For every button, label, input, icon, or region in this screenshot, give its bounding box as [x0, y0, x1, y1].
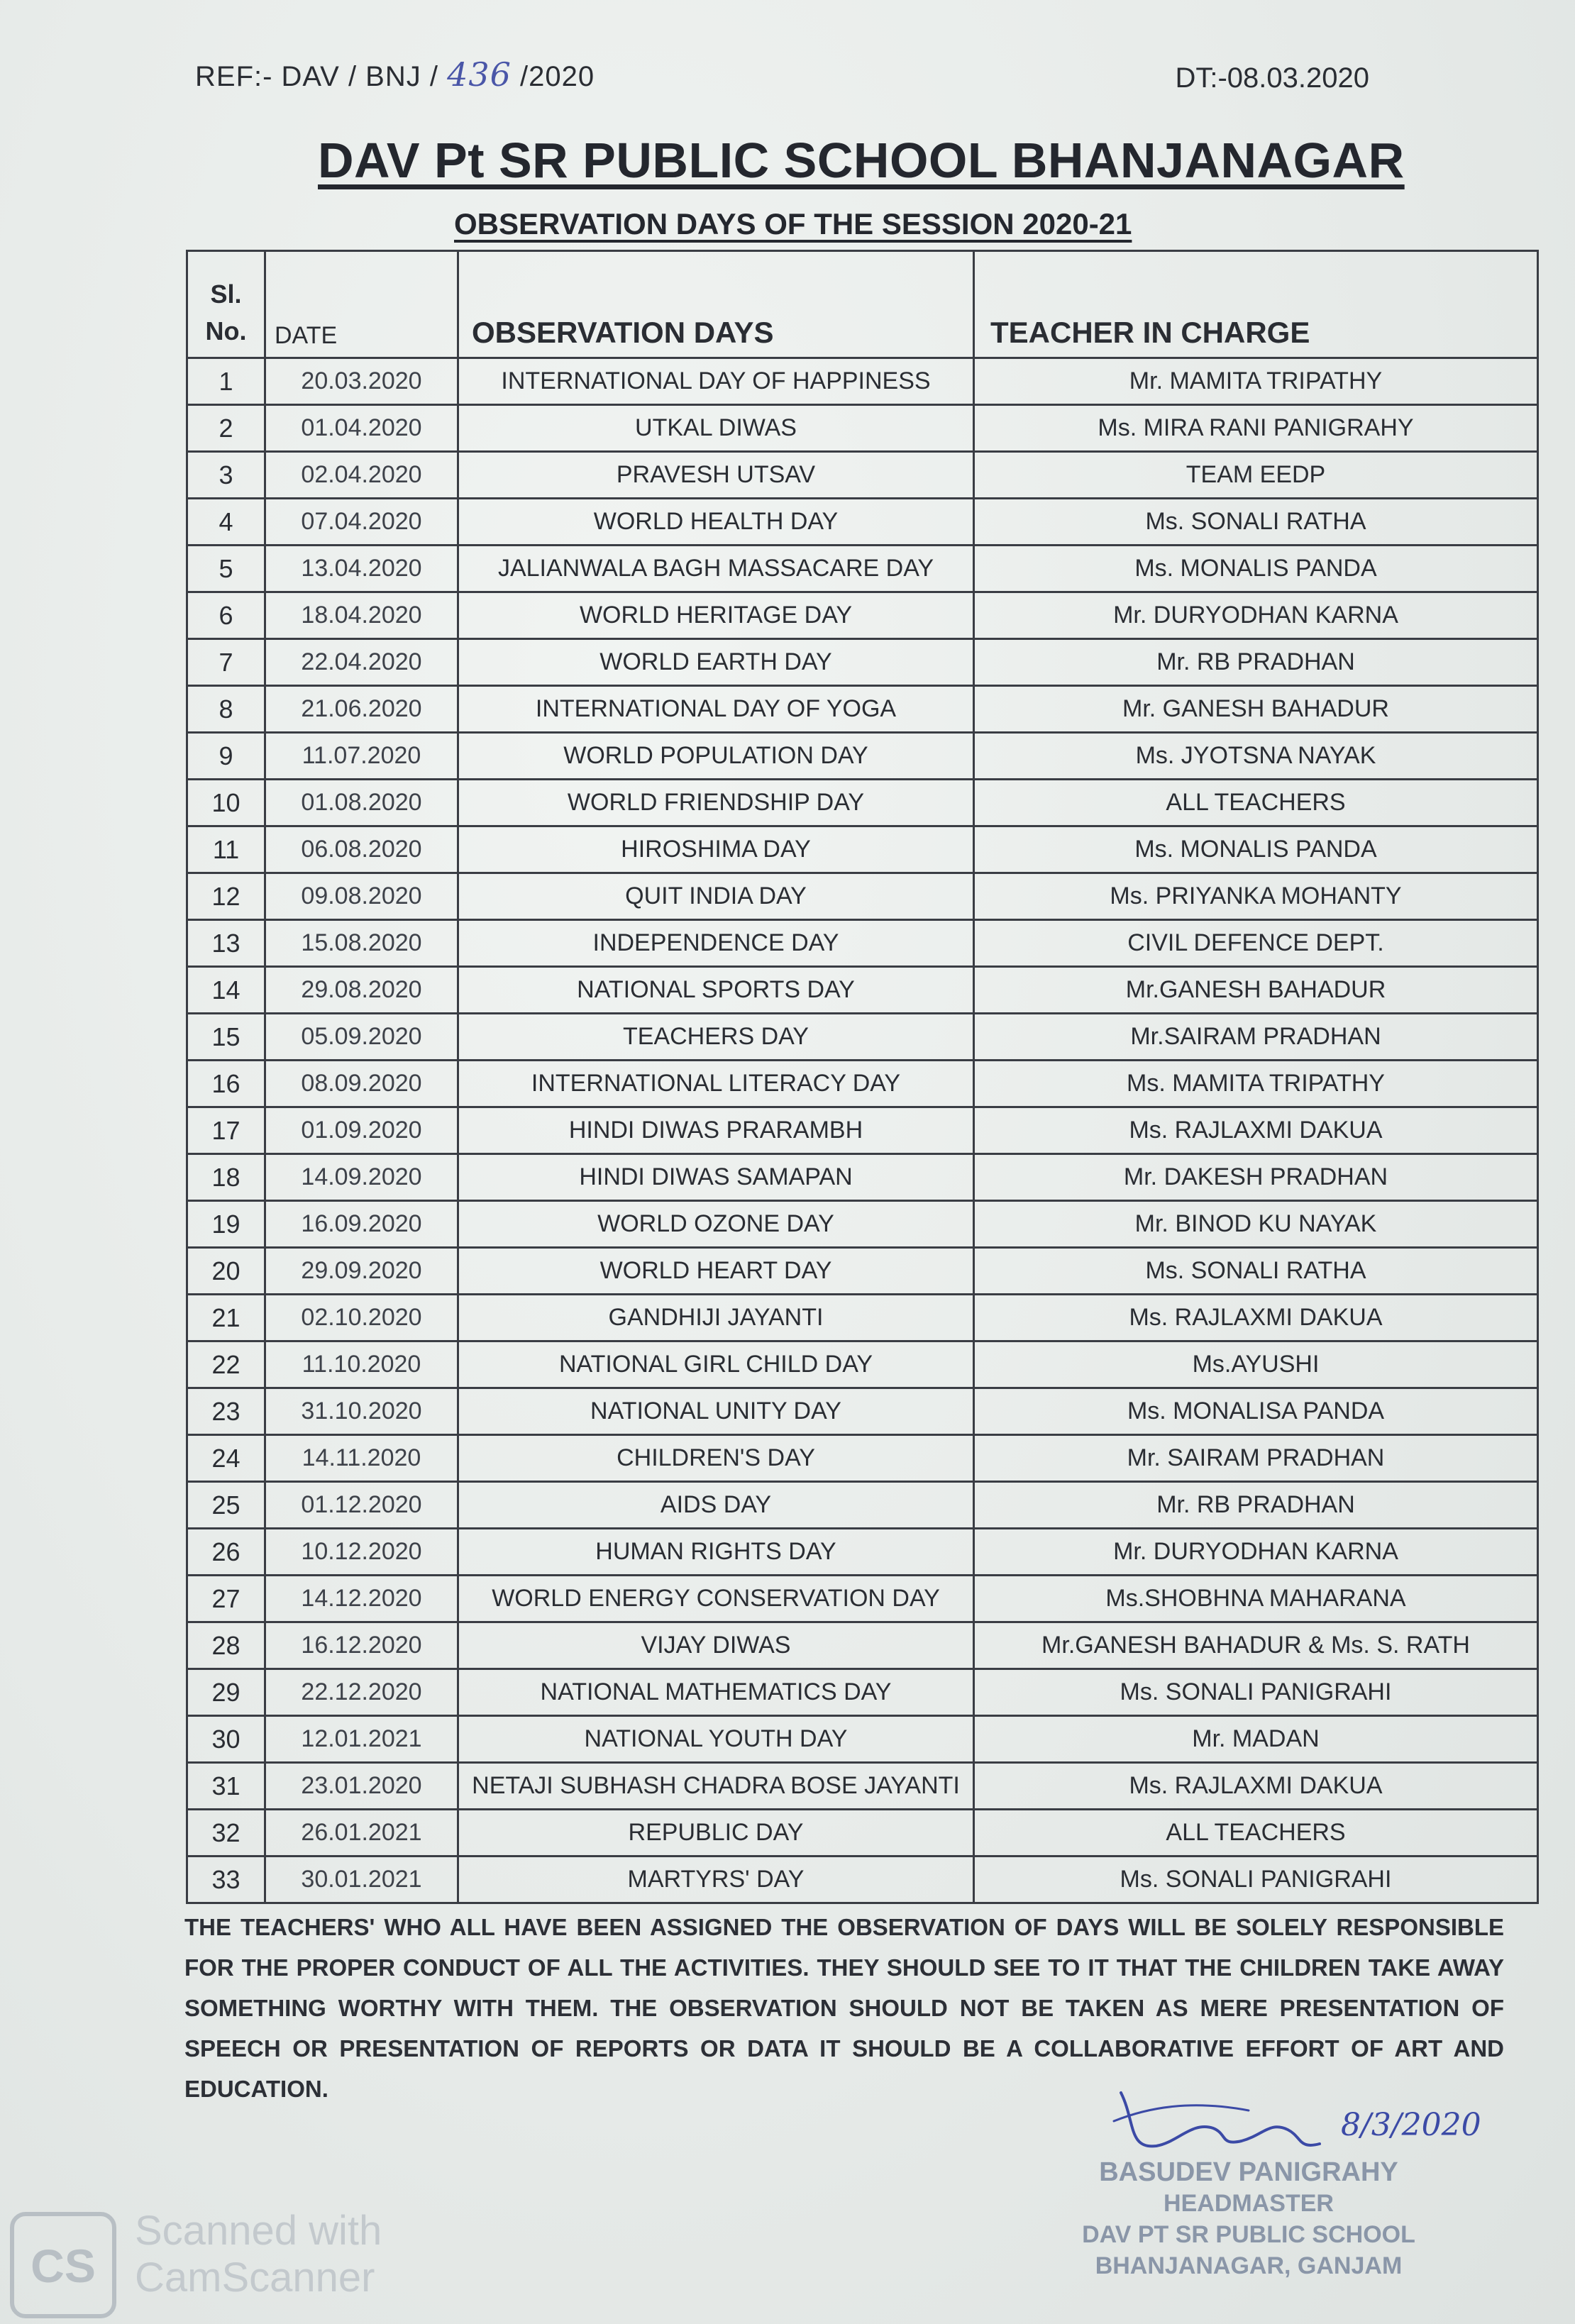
row-observation: VIJAY DIWAS [458, 1622, 974, 1669]
camscanner-logo: CS [10, 2212, 116, 2318]
row-teacher: Mr. SAIRAM PRADHAN [974, 1435, 1538, 1482]
row-teacher: Mr. DAKESH PRADHAN [974, 1154, 1538, 1201]
ref-handwritten-number: 436 [447, 55, 512, 94]
table-row [187, 405, 1538, 452]
row-date: 21.06.2020 [265, 686, 458, 733]
row-teacher: Ms. SONALI PANIGRAHI [974, 1669, 1538, 1716]
row-sl-no: 9 [187, 733, 265, 780]
row-teacher: Ms. RAJLAXMI DAKUA [974, 1295, 1538, 1341]
table-row [187, 592, 1538, 639]
row-teacher: TEAM EEDP [974, 452, 1538, 499]
row-sl-no: 31 [187, 1763, 265, 1810]
header-observation-days: OBSERVATION DAYS [458, 251, 974, 358]
row-sl-no: 15 [187, 1014, 265, 1061]
row-sl-no: 17 [187, 1107, 265, 1154]
row-date: 30.01.2021 [265, 1857, 458, 1903]
row-teacher: ALL TEACHERS [974, 1810, 1538, 1857]
row-observation: HINDI DIWAS SAMAPAN [458, 1154, 974, 1201]
row-sl-no: 21 [187, 1295, 265, 1341]
row-observation: NATIONAL SPORTS DAY [458, 967, 974, 1014]
row-observation: HINDI DIWAS PRARAMBH [458, 1107, 974, 1154]
row-teacher: Ms. SONALI RATHA [974, 499, 1538, 546]
row-sl-no: 1 [187, 358, 265, 405]
row-teacher: Ms.SHOBHNA MAHARANA [974, 1576, 1538, 1622]
row-sl-no: 24 [187, 1435, 265, 1482]
table-row [187, 1295, 1538, 1341]
row-teacher: Mr. MAMITA TRIPATHY [974, 358, 1538, 405]
row-date: 16.12.2020 [265, 1622, 458, 1669]
row-teacher: Ms. MONALIS PANDA [974, 826, 1538, 873]
row-date: 14.09.2020 [265, 1154, 458, 1201]
headmaster-stamp [1036, 2157, 1461, 2281]
row-date: 14.11.2020 [265, 1435, 458, 1482]
row-teacher: Mr. MADAN [974, 1716, 1538, 1763]
row-sl-no: 8 [187, 686, 265, 733]
row-sl-no: 20 [187, 1248, 265, 1295]
row-sl-no: 26 [187, 1529, 265, 1576]
header-sl-line2: No. [205, 316, 247, 345]
row-observation: AIDS DAY [458, 1482, 974, 1529]
table-row [187, 920, 1538, 967]
row-sl-no: 11 [187, 826, 265, 873]
row-sl-no: 3 [187, 452, 265, 499]
row-observation: INDEPENDENCE DAY [458, 920, 974, 967]
row-sl-no: 10 [187, 780, 265, 826]
table-row [187, 1201, 1538, 1248]
row-observation: WORLD POPULATION DAY [458, 733, 974, 780]
signature-date: 8/3/2020 [1341, 2107, 1481, 2143]
row-observation: REPUBLIC DAY [458, 1810, 974, 1857]
row-date: 31.10.2020 [265, 1388, 458, 1435]
table-row [187, 873, 1538, 920]
row-sl-no: 22 [187, 1341, 265, 1388]
row-teacher: Mr. BINOD KU NAYAK [974, 1201, 1538, 1248]
row-date: 01.08.2020 [265, 780, 458, 826]
table-row [187, 1529, 1538, 1576]
stamp-place: BHANJANAGAR, GANJAM [1095, 2252, 1403, 2279]
table-row [187, 1716, 1538, 1763]
row-date: 22.12.2020 [265, 1669, 458, 1716]
row-sl-no: 16 [187, 1061, 265, 1107]
row-date: 29.09.2020 [265, 1248, 458, 1295]
table-row [187, 1810, 1538, 1857]
table-row [187, 1154, 1538, 1201]
row-date: 14.12.2020 [265, 1576, 458, 1622]
table-row [187, 1763, 1538, 1810]
row-observation: INTERNATIONAL DAY OF YOGA [458, 686, 974, 733]
row-date: 05.09.2020 [265, 1014, 458, 1061]
table-row [187, 358, 1538, 405]
row-observation: JALIANWALA BAGH MASSACARE DAY [458, 546, 974, 592]
row-date: 01.04.2020 [265, 405, 458, 452]
row-date: 09.08.2020 [265, 873, 458, 920]
row-observation: HUMAN RIGHTS DAY [458, 1529, 974, 1576]
table-row [187, 1341, 1538, 1388]
row-observation: WORLD ENERGY CONSERVATION DAY [458, 1576, 974, 1622]
row-sl-no: 5 [187, 546, 265, 592]
instructions-note: THE TEACHERS' WHO ALL HAVE BEEN ASSIGNED THE OBSERVATION OF DAYS WILL BE SOLELY RESPONSIBLE FOR THE PROPER CONDUCT OF ALL THE ACTIVITIES. THEY SHOULD SEE TO IT THAT THE CHILDREN TAKE AWAY SOMETHING WORTHY WITH THEM. THE OBSERVATION SHOULD NOT BE TAKEN AS MERE PRESENTATION OF SPEECH OR PRESENTATION OF REPORTS OR DATA IT SHOULD BE A COLLABORATIVE EFFORT OF ART AND EDUCATION. [184, 1914, 1504, 2102]
row-date: 01.09.2020 [265, 1107, 458, 1154]
school-title: DAV Pt SR PUBLIC SCHOOL BHANJANAGAR [318, 133, 1405, 188]
table-row [187, 686, 1538, 733]
row-date: 13.04.2020 [265, 546, 458, 592]
table-row [187, 1669, 1538, 1716]
table-row [187, 1622, 1538, 1669]
row-observation: NATIONAL GIRL CHILD DAY [458, 1341, 974, 1388]
row-observation: PRAVESH UTSAV [458, 452, 974, 499]
watermark-line1: Scanned with [135, 2208, 382, 2254]
row-observation: UTKAL DIWAS [458, 405, 974, 452]
schedule-subtitle: OBSERVATION DAYS OF THE SESSION 2020-21 [454, 207, 1132, 240]
header-sl-line1: Sl. [210, 280, 242, 309]
row-observation: QUIT INDIA DAY [458, 873, 974, 920]
row-sl-no: 13 [187, 920, 265, 967]
table-row [187, 733, 1538, 780]
table-row [187, 452, 1538, 499]
watermark-line2: CamScanner [135, 2254, 375, 2301]
row-teacher: Ms. PRIYANKA MOHANTY [974, 873, 1538, 920]
row-date: 02.10.2020 [265, 1295, 458, 1341]
row-observation: HIROSHIMA DAY [458, 826, 974, 873]
row-teacher: Mr. DURYODHAN KARNA [974, 592, 1538, 639]
row-date: 12.01.2021 [265, 1716, 458, 1763]
document-date: DT:-08.03.2020 [1175, 62, 1369, 94]
row-teacher: ALL TEACHERS [974, 780, 1538, 826]
table-row [187, 639, 1538, 686]
row-teacher: Ms. MONALIS PANDA [974, 546, 1538, 592]
ref-suffix: /2020 [520, 61, 595, 92]
row-date: 15.08.2020 [265, 920, 458, 967]
row-sl-no: 28 [187, 1622, 265, 1669]
row-teacher: Mr. GANESH BAHADUR [974, 686, 1538, 733]
row-date: 01.12.2020 [265, 1482, 458, 1529]
table-row [187, 1014, 1538, 1061]
row-teacher: Ms. MONALISA PANDA [974, 1388, 1538, 1435]
row-date: 20.03.2020 [265, 358, 458, 405]
row-observation: MARTYRS' DAY [458, 1857, 974, 1903]
table-header-row [187, 251, 1538, 358]
row-observation: GANDHIJI JAYANTI [458, 1295, 974, 1341]
row-teacher: CIVIL DEFENCE DEPT. [974, 920, 1538, 967]
camscanner-watermark [135, 2208, 382, 2301]
row-teacher: Ms.AYUSHI [974, 1341, 1538, 1388]
row-sl-no: 33 [187, 1857, 265, 1903]
table-row [187, 780, 1538, 826]
row-teacher: Mr.GANESH BAHADUR & Ms. S. RATH [974, 1622, 1538, 1669]
row-date: 22.04.2020 [265, 639, 458, 686]
row-sl-no: 18 [187, 1154, 265, 1201]
row-observation: WORLD HERITAGE DAY [458, 592, 974, 639]
row-sl-no: 2 [187, 405, 265, 452]
row-observation: WORLD OZONE DAY [458, 1201, 974, 1248]
row-sl-no: 25 [187, 1482, 265, 1529]
header-sl-no [187, 251, 265, 358]
row-observation: NETAJI SUBHASH CHADRA BOSE JAYANTI [458, 1763, 974, 1810]
row-date: 26.01.2021 [265, 1810, 458, 1857]
row-teacher: Ms. RAJLAXMI DAKUA [974, 1107, 1538, 1154]
row-teacher: Mr.GANESH BAHADUR [974, 967, 1538, 1014]
row-sl-no: 12 [187, 873, 265, 920]
header-teacher-in-charge: TEACHER IN CHARGE [974, 251, 1538, 358]
table-row [187, 499, 1538, 546]
row-date: 02.04.2020 [265, 452, 458, 499]
stamp-school: DAV PT SR PUBLIC SCHOOL [1082, 2221, 1415, 2248]
row-teacher: Ms. SONALI PANIGRAHI [974, 1857, 1538, 1903]
row-observation: TEACHERS DAY [458, 1014, 974, 1061]
row-date: 08.09.2020 [265, 1061, 458, 1107]
row-observation: WORLD HEALTH DAY [458, 499, 974, 546]
row-teacher: Ms. JYOTSNA NAYAK [974, 733, 1538, 780]
row-teacher: Mr. RB PRADHAN [974, 1482, 1538, 1529]
row-observation: CHILDREN'S DAY [458, 1435, 974, 1482]
row-observation: WORLD HEART DAY [458, 1248, 974, 1295]
table-row [187, 1857, 1538, 1903]
row-date: 06.08.2020 [265, 826, 458, 873]
row-date: 18.04.2020 [265, 592, 458, 639]
table-row [187, 1388, 1538, 1435]
row-sl-no: 29 [187, 1669, 265, 1716]
ref-prefix: REF:- DAV / BNJ / [195, 61, 438, 92]
row-date: 23.01.2020 [265, 1763, 458, 1810]
row-sl-no: 4 [187, 499, 265, 546]
table-row [187, 1248, 1538, 1295]
row-teacher: Mr. RB PRADHAN [974, 639, 1538, 686]
row-sl-no: 32 [187, 1810, 265, 1857]
stamp-name: BASUDEV PANIGRAHY [1099, 2157, 1398, 2187]
row-observation: NATIONAL YOUTH DAY [458, 1716, 974, 1763]
table-row [187, 826, 1538, 873]
table-row [187, 546, 1538, 592]
stamp-title: HEADMASTER [1164, 2190, 1334, 2217]
row-sl-no: 7 [187, 639, 265, 686]
row-sl-no: 23 [187, 1388, 265, 1435]
table-row [187, 1107, 1538, 1154]
row-date: 11.10.2020 [265, 1341, 458, 1388]
row-sl-no: 14 [187, 967, 265, 1014]
row-observation: WORLD EARTH DAY [458, 639, 974, 686]
table-row [187, 967, 1538, 1014]
row-observation: INTERNATIONAL LITERACY DAY [458, 1061, 974, 1107]
row-date: 16.09.2020 [265, 1201, 458, 1248]
row-teacher: Ms. RAJLAXMI DAKUA [974, 1763, 1538, 1810]
row-sl-no: 30 [187, 1716, 265, 1763]
table-row [187, 1435, 1538, 1482]
row-teacher: Mr.SAIRAM PRADHAN [974, 1014, 1538, 1061]
table-row [187, 1061, 1538, 1107]
reference-number [195, 55, 595, 94]
row-date: 29.08.2020 [265, 967, 458, 1014]
row-observation: INTERNATIONAL DAY OF HAPPINESS [458, 358, 974, 405]
row-teacher: Mr. DURYODHAN KARNA [974, 1529, 1538, 1576]
row-teacher: Ms. SONALI RATHA [974, 1248, 1538, 1295]
row-observation: NATIONAL UNITY DAY [458, 1388, 974, 1435]
table-row [187, 1482, 1538, 1529]
row-date: 11.07.2020 [265, 733, 458, 780]
row-teacher: Ms. MAMITA TRIPATHY [974, 1061, 1538, 1107]
row-sl-no: 6 [187, 592, 265, 639]
table-row [187, 1576, 1538, 1622]
observation-days-table [186, 250, 1539, 1904]
row-sl-no: 27 [187, 1576, 265, 1622]
row-date: 07.04.2020 [265, 499, 458, 546]
row-sl-no: 19 [187, 1201, 265, 1248]
row-observation: WORLD FRIENDSHIP DAY [458, 780, 974, 826]
row-teacher: Ms. MIRA RANI PANIGRAHY [974, 405, 1538, 452]
header-date: DATE [265, 251, 458, 358]
row-date: 10.12.2020 [265, 1529, 458, 1576]
row-observation: NATIONAL MATHEMATICS DAY [458, 1669, 974, 1716]
